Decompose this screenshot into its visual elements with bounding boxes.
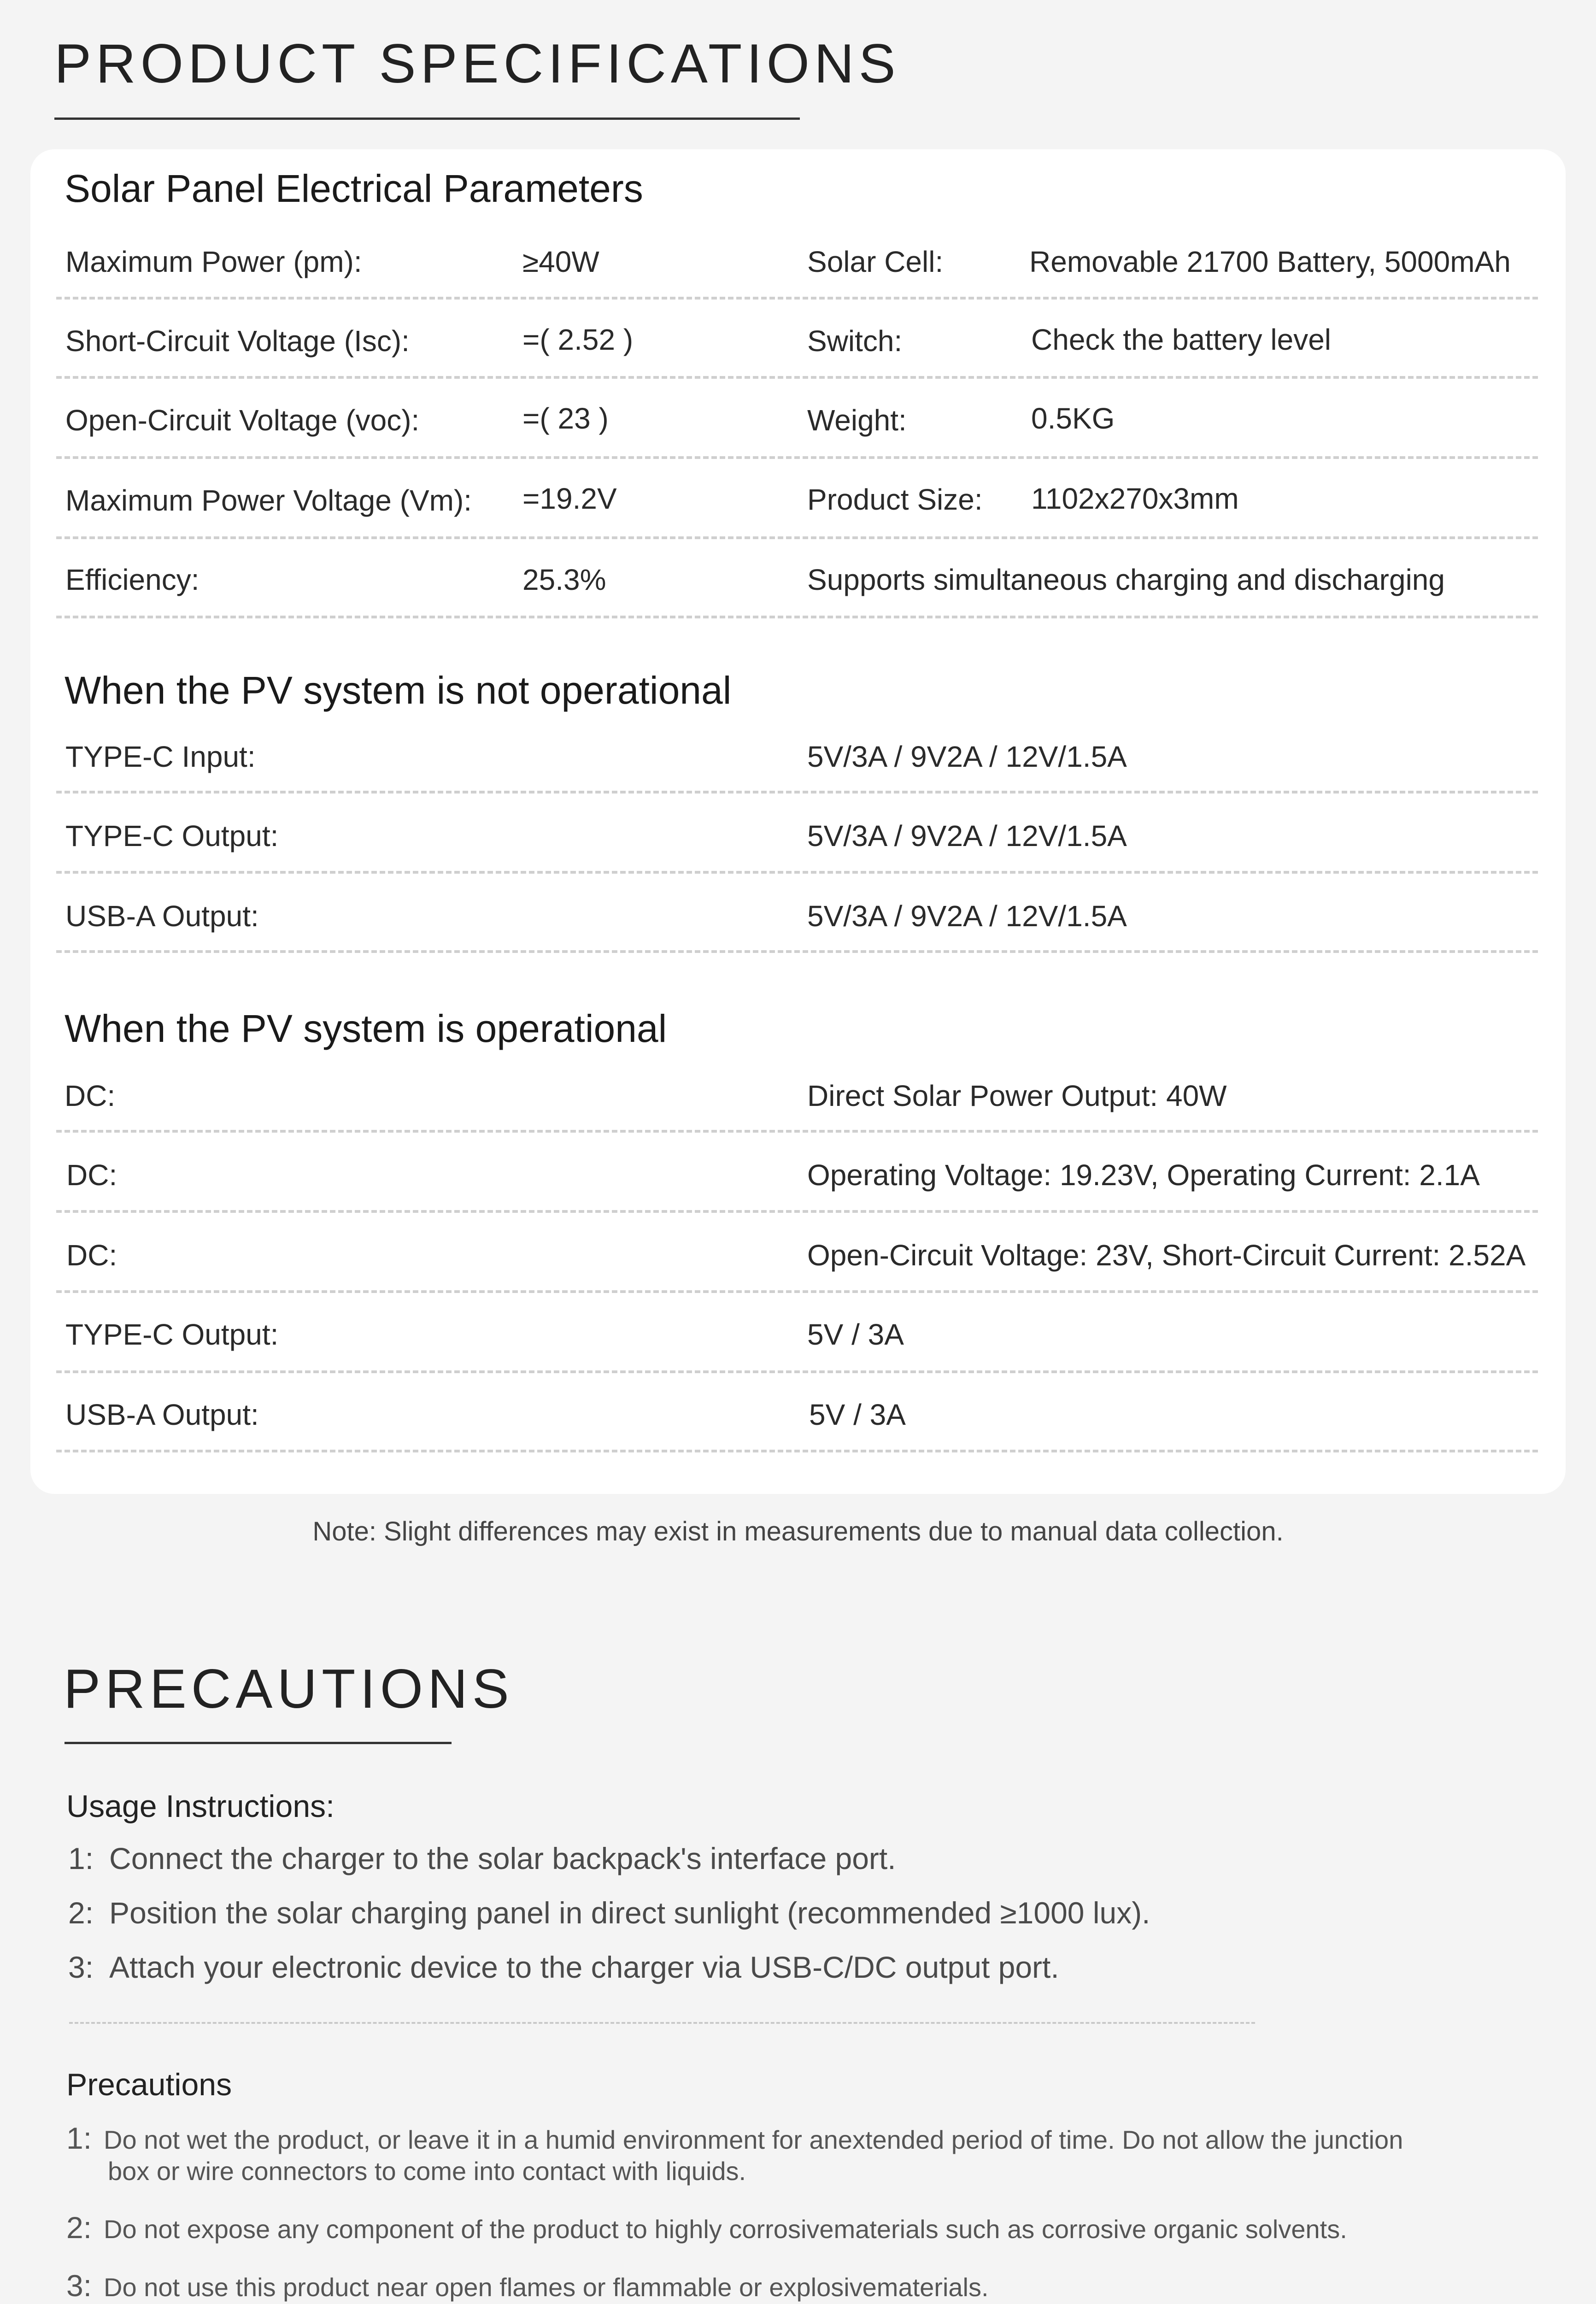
row-divider xyxy=(56,297,1538,300)
not-operational-row-value: 5V/3A / 9V2A / 12V/1.5A xyxy=(807,899,1127,933)
precaution-text: Do not expose any component of the product to highly corrosivematerials such as corrosive organic solvents. xyxy=(104,2215,1347,2244)
precaution-number: 3: xyxy=(66,2269,92,2303)
operational-row-value: 5V / 3A xyxy=(809,1398,906,1431)
electrical-row-label2: Product Size: xyxy=(807,483,983,516)
row-divider xyxy=(56,536,1538,539)
row-divider xyxy=(56,791,1538,793)
not-operational-row-value: 5V/3A / 9V2A / 12V/1.5A xyxy=(807,740,1127,773)
precaution-number: 2: xyxy=(66,2210,92,2245)
row-divider xyxy=(56,871,1538,874)
operational-row-value: Direct Solar Power Output: 40W xyxy=(807,1079,1227,1112)
electrical-row-label2: Weight: xyxy=(807,404,907,437)
operational-row-value: Open-Circuit Voltage: 23V, Short-Circuit Current: 2.52A xyxy=(807,1239,1526,1272)
usage-step xyxy=(68,1898,1150,1928)
not-operational-row-label: TYPE-C Output: xyxy=(65,819,279,852)
precaution-item xyxy=(66,2270,1504,2303)
electrical-row-value: =19.2V xyxy=(522,482,617,515)
usage-step xyxy=(68,1952,1059,1982)
electrical-row-value2: Check the battery level xyxy=(1031,323,1331,356)
electrical-row-value2: Removable 21700 Battery, 5000mAh xyxy=(1029,245,1511,278)
row-divider xyxy=(56,1290,1538,1293)
electrical-row-label2: Solar Cell: xyxy=(807,245,944,278)
electrical-row-label: Open-Circuit Voltage (voc): xyxy=(65,404,420,437)
usage-step-text: Attach your electronic device to the charger via USB-C/DC output port. xyxy=(109,1950,1059,1984)
electrical-row-value: =( 23 ) xyxy=(522,402,609,435)
row-divider xyxy=(56,1210,1538,1213)
electrical-row-value2: 0.5KG xyxy=(1031,402,1115,435)
electrical-row-label2: Supports simultaneous charging and discharging xyxy=(807,563,1445,596)
spec-title-underline xyxy=(54,118,800,120)
precautions-title-underline xyxy=(65,1742,452,1744)
precautions-title: PRECAUTIONS xyxy=(64,1658,514,1720)
not-operational-heading: When the PV system is not operational xyxy=(65,669,732,712)
row-divider xyxy=(56,616,1538,618)
precaution-item xyxy=(66,2212,1504,2245)
not-operational-row-label: TYPE-C Input: xyxy=(65,740,256,773)
operational-heading: When the PV system is operational xyxy=(65,1007,667,1050)
precaution-item xyxy=(66,2122,1504,2187)
operational-row-label: DC: xyxy=(65,1079,116,1112)
usage-step-number: 3: xyxy=(68,1950,94,1984)
operational-row-value: Operating Voltage: 19.23V, Operating Current: 2.1A xyxy=(807,1158,1480,1192)
electrical-row-label: Efficiency: xyxy=(65,563,200,596)
electrical-row-label: Short-Circuit Voltage (Isc): xyxy=(65,324,410,358)
usage-step-number: 1: xyxy=(68,1841,94,1875)
usage-divider xyxy=(69,2022,1255,2024)
usage-step-number: 2: xyxy=(68,1896,94,1930)
operational-row-label: TYPE-C Output: xyxy=(65,1318,279,1351)
electrical-row-value: 25.3% xyxy=(522,563,606,596)
row-divider xyxy=(56,1370,1538,1373)
precaution-text: Do not wet the product, or leave it in a humid environment for anextended period of time. Do not allow the junction xyxy=(104,2125,1403,2154)
precaution-number: 1: xyxy=(66,2121,92,2155)
usage-heading: Usage Instructions: xyxy=(66,1789,335,1824)
row-divider xyxy=(56,456,1538,459)
usage-step-text: Connect the charger to the solar backpack's interface port. xyxy=(109,1841,896,1875)
electrical-row-label: Maximum Power (pm): xyxy=(65,245,362,278)
operational-row-label: USB-A Output: xyxy=(65,1398,259,1431)
usage-step-text: Position the solar charging panel in direct sunlight (recommended ≥1000 lux). xyxy=(109,1896,1150,1930)
spec-title: PRODUCT SPECIFICATIONS xyxy=(54,33,900,94)
electrical-row-label: Maximum Power Voltage (Vm): xyxy=(65,484,472,517)
operational-row-value: 5V / 3A xyxy=(807,1318,904,1351)
electrical-row-value2: 1102x270x3mm xyxy=(1031,482,1239,515)
precaution-text-continued: box or wire connectors to come into contact with liquids. xyxy=(108,2157,746,2186)
measurement-note: Note: Slight differences may exist in measurements due to manual data collection. xyxy=(312,1516,1284,1546)
usage-step xyxy=(68,1843,896,1874)
electrical-row-value: ≥40W xyxy=(522,245,599,278)
row-divider xyxy=(56,1450,1538,1452)
electrical-heading: Solar Panel Electrical Parameters xyxy=(65,167,643,210)
not-operational-row-value: 5V/3A / 9V2A / 12V/1.5A xyxy=(807,819,1127,852)
not-operational-row-label: USB-A Output: xyxy=(65,899,259,933)
electrical-row-label2: Switch: xyxy=(807,324,903,358)
electrical-row-value: =( 2.52 ) xyxy=(522,323,634,356)
precautions-list-heading: Precautions xyxy=(66,2067,232,2102)
precaution-text: Do not use this product near open flames or flammable or explosivematerials. xyxy=(104,2273,989,2302)
row-divider xyxy=(56,376,1538,379)
operational-row-label: DC: xyxy=(66,1158,117,1192)
row-divider xyxy=(56,1130,1538,1133)
row-divider xyxy=(56,950,1538,953)
operational-row-label: DC: xyxy=(66,1239,117,1272)
